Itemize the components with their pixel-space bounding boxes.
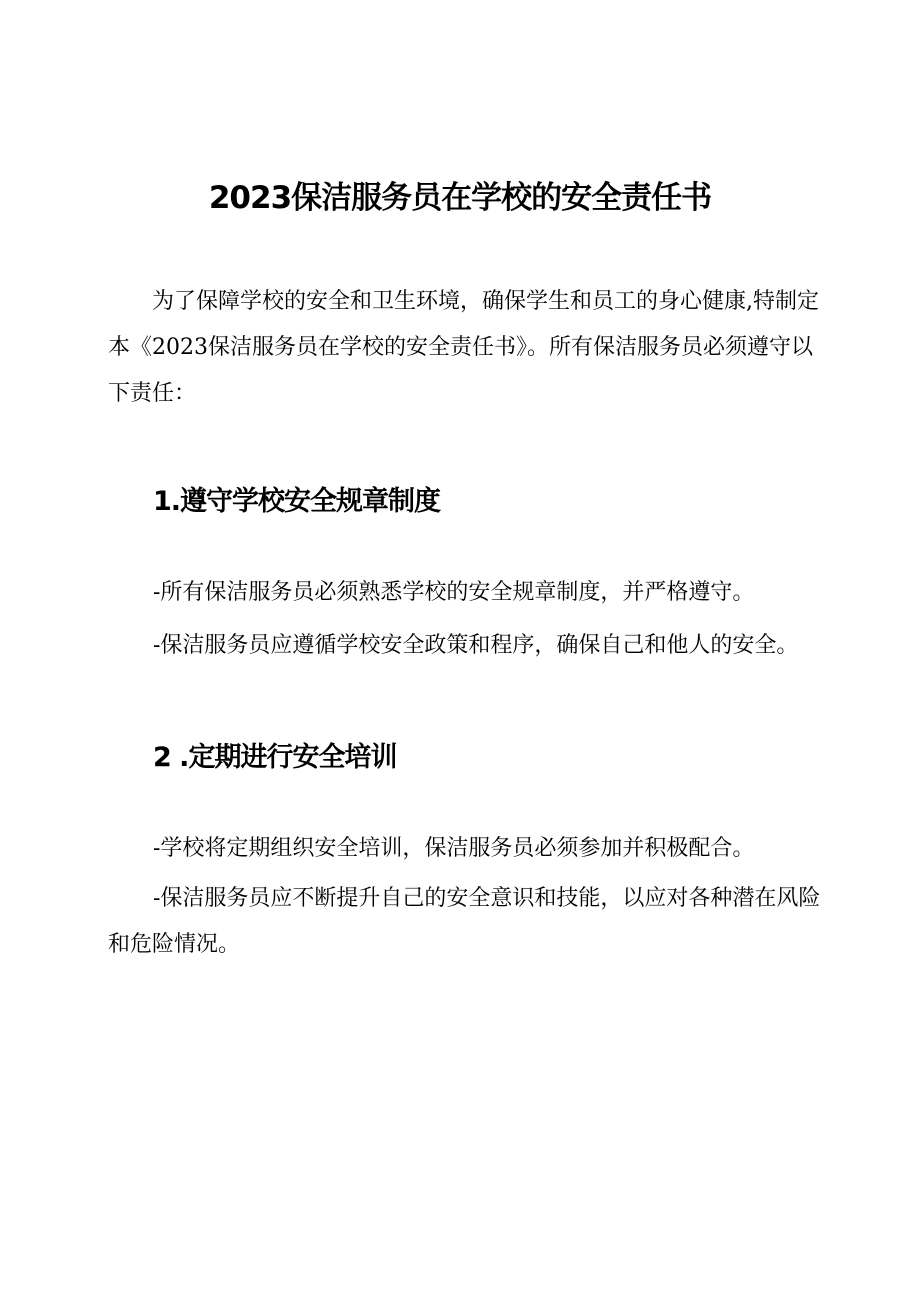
section-2-heading: 2 .定期进行安全培训: [153, 742, 397, 773]
section-2-item-2: -保洁服务员应不断提升自己的安全意识和技能，以应对各种潜在风险和危险情况。: [108, 886, 821, 957]
document-title: 2023保洁服务员在学校的安全责任书: [208, 180, 712, 216]
section-1-item-2: -保洁服务员应遵循学校安全政策和程序，确保自己和他人的安全。: [153, 633, 799, 658]
section-1-item-1: -所有保洁服务员必须熟悉学校的安全规章制度，并严格遵守。: [153, 580, 755, 605]
section-2-item-1: -学校将定期组织安全培训，保洁服务员必须参加并积极配合。: [153, 836, 755, 861]
intro-paragraph: 为了保障学校的安全和卫生环境，确保学生和员工的身心健康,特制定本《2023保洁服务员在学校的安全责任书》。所有保洁服务员必须遵守以下责任：: [108, 289, 819, 406]
section-1-heading: 1.遵守学校安全规章制度: [153, 486, 441, 517]
